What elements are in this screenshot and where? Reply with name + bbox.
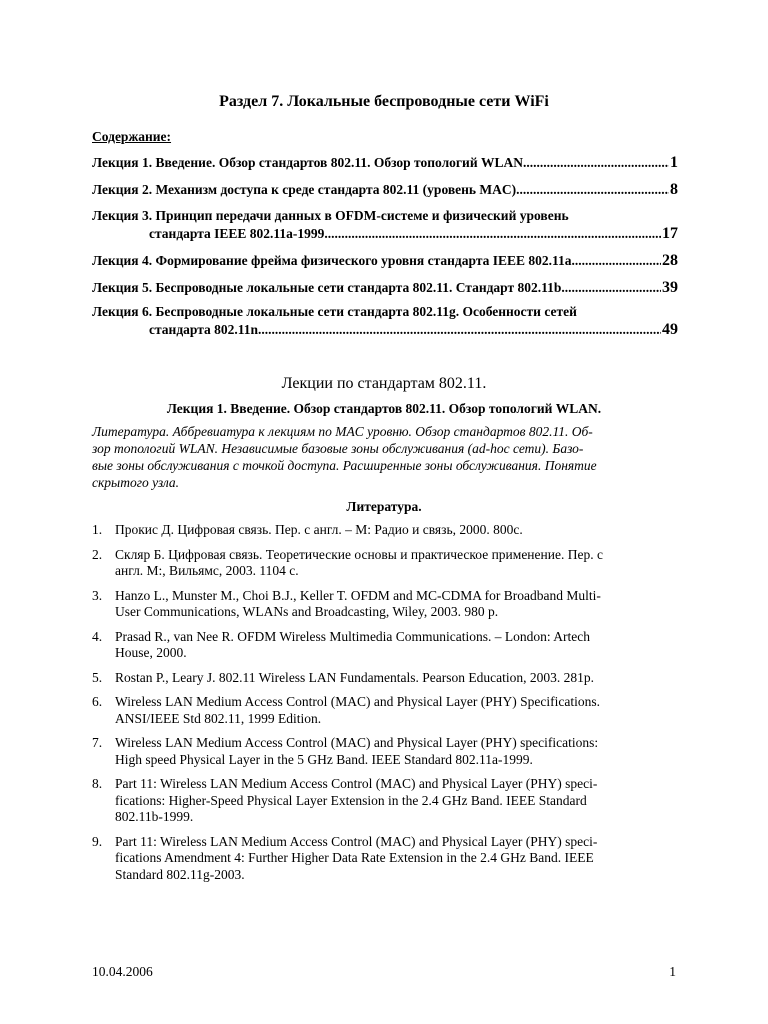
toc-page-number: 17 — [662, 225, 678, 242]
abstract-line: зор топологий WLAN. Независимые базовые зоны обслуживания (ad-hoc сети). Базо- — [92, 441, 584, 456]
toc-leader-dots — [565, 279, 661, 297]
toc-entry-text: Лекция 1. Введение. Обзор стандартов 802.11. Обзор топологий WLAN. — [92, 155, 527, 170]
reference-number: 9. — [92, 833, 103, 849]
toc-entry[interactable] — [92, 303, 678, 339]
toc-entry[interactable] — [92, 181, 678, 199]
reference-number: 7. — [92, 735, 103, 750]
reference-list — [92, 522, 678, 891]
toc-entry[interactable] — [92, 207, 678, 243]
reference-number: 2. — [92, 546, 103, 562]
reference-text — [115, 588, 678, 621]
footer-date: 10.04.2006 — [92, 964, 153, 979]
toc-entry-text: Лекция 3. Принцип передачи данных в OFDM-системе и физический уровень — [92, 208, 569, 223]
reference-line: Скляр Б. Цифровая связь. Теоретические основы и практическое применение. Пер. с — [115, 546, 603, 562]
reference-line: Hanzo L., Munster M., Choi B.J., Keller T. OFDM and MC-CDMA for Broadband Multi- — [115, 587, 601, 603]
lectures-heading: Лекции по стандартам 802.11. — [281, 375, 487, 392]
reference-text — [115, 776, 678, 826]
reference-item — [92, 522, 678, 539]
reference-line: Part 11: Wireless LAN Medium Access Control (MAC) and Physical Layer (PHY) speci- — [115, 776, 598, 791]
reference-line: House, 2000. — [115, 645, 187, 660]
reference-item — [92, 588, 678, 621]
toc-page-number: 8 — [670, 181, 678, 198]
reference-number: 4. — [92, 628, 103, 644]
reference-line: Prasad R., van Nee R. OFDM Wireless Multimedia Communications. – London: Artech — [115, 628, 591, 644]
toc-entry-text: Лекция 5. Беспроводные локальные сети стандарта 802.11. Стандарт 802.11b. — [92, 280, 565, 295]
abstract-line: вые зоны обслуживания с точкой доступа. Расширенные зоны обслуживания. Понятие — [92, 458, 597, 473]
reference-item — [92, 694, 678, 727]
abstract-line: Литература. Аббревиатура к лекциям по MAC уровню. Обзор стандартов 802.11. Об- — [92, 424, 593, 439]
toc-leader-dots — [261, 321, 661, 339]
toc-leader-dots — [526, 154, 669, 172]
toc-entry-text: Лекция 2. Механизм доступа к среде стандарта 802.11 (уровень MAC). — [92, 182, 520, 197]
reference-text — [115, 834, 678, 884]
reference-item — [92, 670, 678, 687]
toc-entry-text-continued: стандарта IEEE 802.11a-1999. — [149, 226, 328, 241]
reference-line: Прокис Д. Цифровая связь. Пер. с англ. – М: Радио и связь, 2000. 800с. — [115, 522, 523, 537]
toc-entry[interactable] — [92, 279, 678, 297]
toc-page-number: 49 — [662, 321, 678, 338]
lecture-abstract — [92, 423, 678, 491]
section-title: Раздел 7. Локальные беспроводные сети WiFi — [219, 93, 549, 110]
literature-heading: Литература. — [346, 499, 422, 514]
reference-text — [115, 735, 678, 768]
reference-text — [115, 547, 678, 580]
reference-line: Part 11: Wireless LAN Medium Access Control (MAC) and Physical Layer (PHY) speci- — [115, 833, 598, 849]
table-of-contents — [92, 154, 678, 339]
reference-item — [92, 834, 678, 884]
reference-text — [115, 694, 678, 727]
toc-entry-text-continued: стандарта 802.11n. — [149, 322, 262, 337]
reference-line: Wireless LAN Medium Access Control (MAC) and Physical Layer (PHY) specifications: — [115, 735, 599, 750]
toc-leader-dots — [328, 225, 661, 243]
reference-number: 6. — [92, 694, 103, 709]
reference-number: 5. — [92, 669, 103, 685]
toc-entry[interactable] — [92, 154, 678, 172]
reference-item — [92, 547, 678, 580]
reference-text — [115, 670, 678, 687]
reference-item — [92, 629, 678, 662]
reference-line: User Communications, WLANs and Broadcasting, Wiley, 2003. 980 p. — [115, 604, 499, 619]
reference-text — [115, 629, 678, 662]
toc-leader-dots — [520, 181, 669, 199]
reference-line: Wireless LAN Medium Access Control (MAC) and Physical Layer (PHY) Specifications. — [115, 694, 600, 709]
abstract-line: скрытого узла. — [92, 475, 180, 490]
reference-line: англ. М:, Вильямс, 2003. 1104 с. — [115, 563, 299, 578]
reference-text — [115, 522, 678, 539]
reference-line: High speed Physical Layer in the 5 GHz Band. IEEE Standard 802.11a-1999. — [115, 751, 533, 767]
toc-page-number: 1 — [670, 154, 678, 171]
reference-line: fications Amendment 4: Further Higher Data Rate Extension in the 2.4 GHz Band. IEEE — [115, 850, 594, 865]
reference-line: 802.11b-1999. — [115, 809, 194, 824]
lecture-1-title: Лекция 1. Введение. Обзор стандартов 802.11. Обзор топологий WLAN. — [166, 401, 602, 416]
reference-line: ANSI/IEEE Std 802.11, 1999 Edition. — [115, 710, 322, 726]
reference-line: Standard 802.11g-2003. — [115, 866, 245, 882]
toc-entry[interactable] — [92, 252, 678, 270]
toc-heading: Содержание: — [92, 129, 172, 144]
toc-leader-dots — [575, 252, 661, 270]
toc-entry-text: Лекция 4. Формирование фрейма физического уровня стандарта IEEE 802.11a. — [92, 253, 575, 268]
footer-page-number: 1 — [669, 964, 676, 979]
reference-item — [92, 776, 678, 826]
reference-line: fications: Higher-Speed Physical Layer Extension in the 2.4 GHz Band. IEEE Standard — [115, 792, 587, 808]
reference-number: 1. — [92, 522, 103, 537]
toc-page-number: 28 — [662, 252, 678, 269]
toc-page-number: 39 — [662, 279, 678, 296]
toc-entry-text: Лекция 6. Беспроводные локальные сети стандарта 802.11g. Особенности сетей — [92, 304, 577, 319]
reference-line: Rostan P., Leary J. 802.11 Wireless LAN Fundamentals. Pearson Education, 2003. 281p. — [115, 669, 595, 685]
reference-number: 3. — [92, 587, 103, 603]
reference-item — [92, 735, 678, 768]
reference-number: 8. — [92, 776, 103, 791]
